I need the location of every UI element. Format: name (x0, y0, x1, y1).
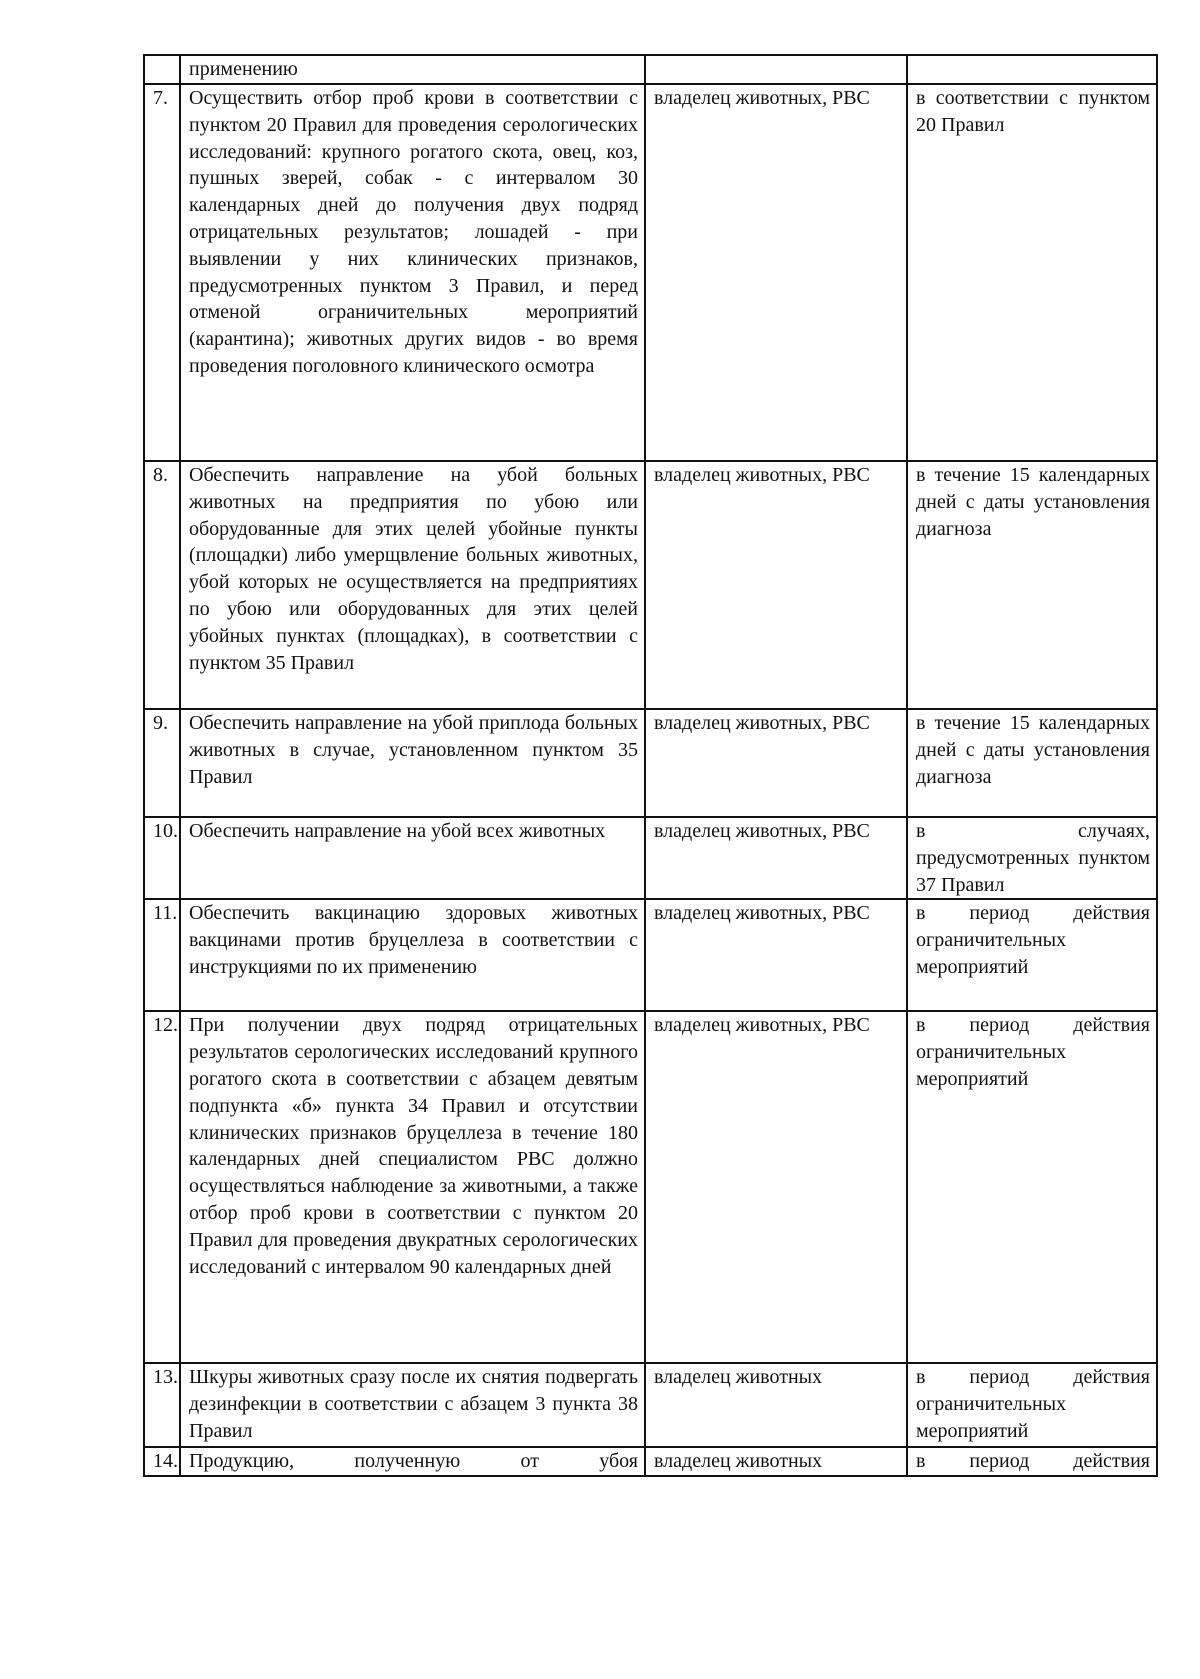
measure-text: применению (180, 55, 645, 84)
measure-text: Обеспечить направление на убой больных животных на предприятия по убою или оборудованные для этих целей убойные пункты (площадки) либо умерщвление больных животных, убой которых не осуществляется на предприятиях по убою или оборудованных для этих целей убойных пунктах (площадках), в соответствии с пунктом 35 Правил (180, 461, 645, 709)
executor-text: владелец животных, РВС (645, 709, 907, 817)
row-number: 8. (144, 461, 180, 709)
measure-text: Обеспечить вакцинацию здоровых животных вакцинами против бруцеллеза в соответствии с инструкциями по их применению (180, 899, 645, 1011)
executor-text: владелец животных (645, 1447, 907, 1476)
table-row (144, 55, 1157, 84)
table-row (144, 899, 1157, 1011)
table-row (144, 709, 1157, 817)
row-number: 7. (144, 84, 180, 461)
executor-text: владелец животных, РВС (645, 84, 907, 461)
term-text: в период действия ограничительных мероприятий (907, 1011, 1157, 1363)
row-number: 14. (144, 1447, 180, 1476)
executor-text: владелец животных, РВС (645, 1011, 907, 1363)
row-number (144, 55, 180, 84)
term-text (907, 55, 1157, 84)
table-row (144, 461, 1157, 709)
row-number: 9. (144, 709, 180, 817)
measure-text: При получении двух подряд отрицательных результатов серологических исследований крупного рогатого скота в соответствии с абзацем девятым подпункта «б» пункта 34 Правил и отсутствии клинических признаков бруцеллеза в течение 180 календарных дней специалистом РВС должно осуществляться наблюдение за животными, а также отбор проб крови в соответствии с пунктом 20 Правил для проведения двукратных серологических исследований с интервалом 90 календарных дней (180, 1011, 645, 1363)
term-text: в период действия ограничительных мероприятий (907, 899, 1157, 1011)
row-number: 12. (144, 1011, 180, 1363)
executor-text (645, 55, 907, 84)
table-row (144, 84, 1157, 461)
executor-text: владелец животных, РВС (645, 899, 907, 1011)
term-text: в случаях, предусмотренных пунктом 37 Правил (907, 817, 1157, 899)
table-row (144, 1363, 1157, 1447)
table-row (144, 1011, 1157, 1363)
term-text: в соответствии с пунктом 20 Правил (907, 84, 1157, 461)
executor-text: владелец животных (645, 1363, 907, 1447)
row-number: 10. (144, 817, 180, 899)
row-number: 11. (144, 899, 180, 1011)
row-number: 13. (144, 1363, 180, 1447)
term-text: в период действия (907, 1447, 1157, 1476)
term-text: в течение 15 календарных дней с даты установления диагноза (907, 461, 1157, 709)
term-text: в течение 15 календарных дней с даты установления диагноза (907, 709, 1157, 817)
measure-text: Шкуры животных сразу после их снятия подвергать дезинфекции в соответствии с абзацем 3 пункта 38 Правил (180, 1363, 645, 1447)
measure-text: Обеспечить направление на убой приплода больных животных в случае, установленном пунктом 35 Правил (180, 709, 645, 817)
table-row (144, 1447, 1157, 1476)
measure-text: Осуществить отбор проб крови в соответствии с пунктом 20 Правил для проведения серологических исследований: крупного рогатого скота, овец, коз, пушных зверей, собак - с интервалом 30 календарных дней до получения двух подряд отрицательных результатов; лошадей - при выявлении у них клинических признаков, предусмотренных пунктом 3 Правил, и перед отменой ограничительных мероприятий (карантина); животных других видов - во время проведения поголовного клинического осмотра (180, 84, 645, 461)
measure-text: Продукцию, полученную от убоя (180, 1447, 645, 1476)
measure-text: Обеспечить направление на убой всех животных (180, 817, 645, 899)
measures-table (143, 54, 1158, 1477)
executor-text: владелец животных, РВС (645, 461, 907, 709)
executor-text: владелец животных, РВС (645, 817, 907, 899)
term-text: в период действия ограничительных мероприятий (907, 1363, 1157, 1447)
table-row (144, 817, 1157, 899)
